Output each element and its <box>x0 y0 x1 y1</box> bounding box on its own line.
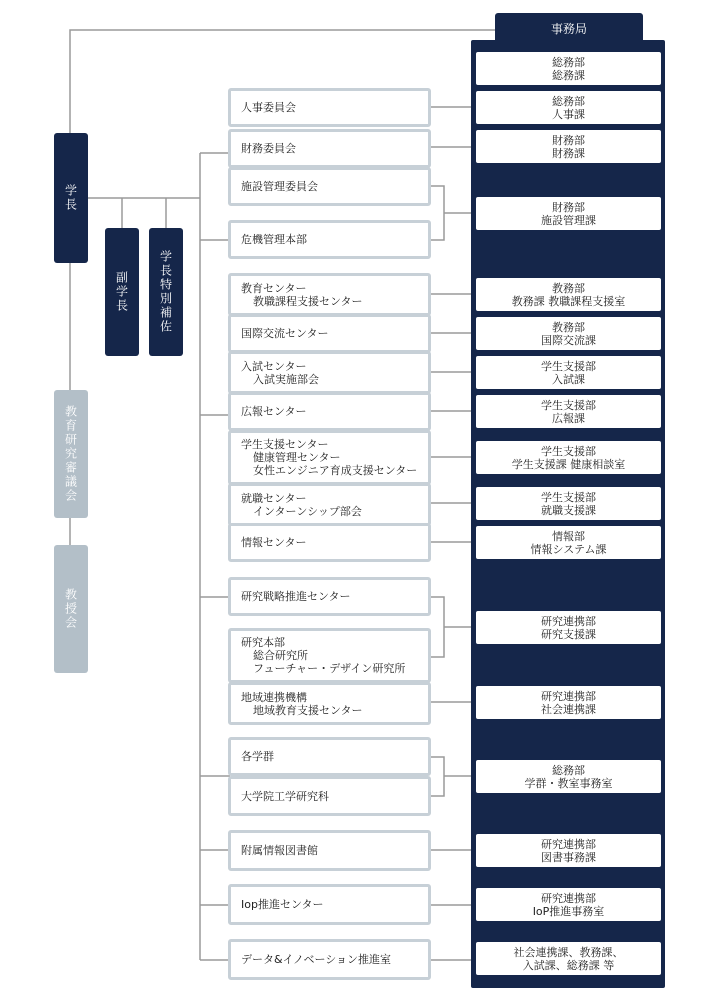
unit-education-center <box>228 273 431 316</box>
office-line: 図書事務課 <box>541 850 596 864</box>
office-line: 研究連携部 <box>541 837 596 851</box>
unit-information-center <box>228 523 431 562</box>
unit-subline: 女性エンジニア育成支援センター <box>253 464 418 477</box>
office-library <box>476 834 661 867</box>
special-assistant-box: 学長特別補佐 <box>149 228 183 356</box>
office-public-relations <box>476 395 661 428</box>
office-line: 学群・教室事務室 <box>524 776 613 790</box>
office-line: 学生支援部 <box>541 444 596 458</box>
unit-line: 施設管理委員会 <box>241 180 318 193</box>
office-line: 情報部 <box>552 529 585 543</box>
unit-line: 教育センター <box>241 281 307 295</box>
unit-subline: フューチャー・デザイン研究所 <box>253 662 406 675</box>
office-line: 学生支援部 <box>541 490 596 504</box>
unit-finance-committee <box>228 129 431 168</box>
unit-line: 入試センター <box>241 359 307 373</box>
unit-research-strategy <box>228 577 431 616</box>
unit-line: Iop推進センター <box>241 898 324 911</box>
office-line: 学生支援部 <box>541 359 596 373</box>
office-line: 学生支援課 健康相談室 <box>511 457 626 471</box>
unit-line: 各学群 <box>241 750 274 763</box>
unit-subline: 教職課程支援センター <box>253 294 363 308</box>
office-line: 総務部 <box>552 55 585 69</box>
office-line: 研究連携部 <box>541 614 596 628</box>
office-line: 研究連携部 <box>541 689 596 703</box>
unit-regional-cooperation <box>228 682 431 725</box>
unit-line: 附属情報図書館 <box>241 844 318 857</box>
office-line: 総務課 <box>552 68 585 82</box>
office-line: 教務部 <box>552 281 585 295</box>
office-data-innovation <box>476 942 661 975</box>
unit-line: 学生支援センター <box>241 438 329 451</box>
office-line: 総務部 <box>552 94 585 108</box>
unit-subline: 健康管理センター <box>253 451 341 464</box>
office-line: 社会連携課 <box>541 702 596 716</box>
unit-research-headquarters <box>228 628 431 683</box>
unit-subline: 地域教育支援センター <box>253 703 363 717</box>
unit-graduate-school <box>228 776 431 816</box>
office-line: 就職支援課 <box>541 503 596 517</box>
office-line: 国際交流課 <box>541 333 596 347</box>
unit-line: 危機管理本部 <box>241 233 307 246</box>
office-admissions <box>476 356 661 389</box>
unit-personnel-committee <box>228 88 431 127</box>
unit-line: 国際交流センター <box>241 327 329 340</box>
office-student-support <box>476 441 661 474</box>
office-academic-affairs <box>476 278 661 311</box>
office-career-support <box>476 487 661 520</box>
office-line: 教務部 <box>552 320 585 334</box>
president-box: 学長 <box>54 133 88 263</box>
office-line: 研究連携部 <box>541 891 596 905</box>
unit-subline: 総合研究所 <box>253 649 308 662</box>
unit-schools <box>228 737 431 776</box>
office-personnel <box>476 91 661 124</box>
unit-line: 財務委員会 <box>241 142 296 155</box>
office-line: 施設管理課 <box>541 213 596 227</box>
unit-student-support-center <box>228 430 431 485</box>
unit-crisis-management <box>228 220 431 259</box>
unit-facility-committee <box>228 167 431 206</box>
office-line: 総務部 <box>552 763 585 777</box>
office-line: 財務課 <box>552 146 585 160</box>
office-line: 入試課 <box>552 372 585 386</box>
office-social-cooperation <box>476 686 661 719</box>
office-line: 教務課 教職課程支援室 <box>511 294 626 308</box>
office-information-systems <box>476 526 661 559</box>
unit-iop-center <box>228 884 431 925</box>
office-finance <box>476 130 661 163</box>
office-general-affairs <box>476 52 661 85</box>
unit-line: 就職センター <box>241 491 307 505</box>
education-council-box: 教育研究審議会 <box>54 390 88 518</box>
office-line: 財務部 <box>552 133 585 147</box>
office-line: 広報課 <box>552 411 585 425</box>
unit-admissions-center <box>228 351 431 394</box>
office-school-office <box>476 760 661 793</box>
faculty-council-box: 教授会 <box>54 545 88 673</box>
unit-data-innovation <box>228 939 431 980</box>
unit-line: 広報センター <box>241 405 307 418</box>
unit-library <box>228 830 431 871</box>
unit-international-center <box>228 314 431 353</box>
office-research-support <box>476 611 661 644</box>
unit-line: 地域連携機構 <box>241 690 307 704</box>
vice-president-box: 副学長 <box>105 228 139 356</box>
office-facility <box>476 197 661 230</box>
office-line: 社会連携課、教務課、 <box>513 945 624 959</box>
office-line: 人事課 <box>552 107 585 121</box>
unit-line: 人事委員会 <box>241 101 296 114</box>
office-line: 研究支援課 <box>541 627 596 641</box>
unit-line: データ&イノベーション推進室 <box>241 953 392 966</box>
office-line: 学生支援部 <box>541 398 596 412</box>
unit-line: 研究本部 <box>241 636 285 649</box>
unit-career-center <box>228 483 431 526</box>
unit-pr-center <box>228 392 431 431</box>
office-iop <box>476 888 661 921</box>
office-line: IoP推進事務室 <box>532 904 605 918</box>
unit-line: 情報センター <box>241 536 307 549</box>
office-international <box>476 317 661 350</box>
unit-subline: 入試実施部会 <box>253 372 319 386</box>
secretariat-label: 事務局 <box>495 13 643 43</box>
unit-line: 大学院工学研究科 <box>241 789 329 803</box>
office-line: 情報システム課 <box>530 542 607 556</box>
unit-subline: インターンシップ部会 <box>253 504 362 518</box>
office-line: 入試課、総務課 等 <box>522 958 615 972</box>
unit-line: 研究戦略推進センター <box>241 590 351 603</box>
office-line: 財務部 <box>552 200 585 214</box>
